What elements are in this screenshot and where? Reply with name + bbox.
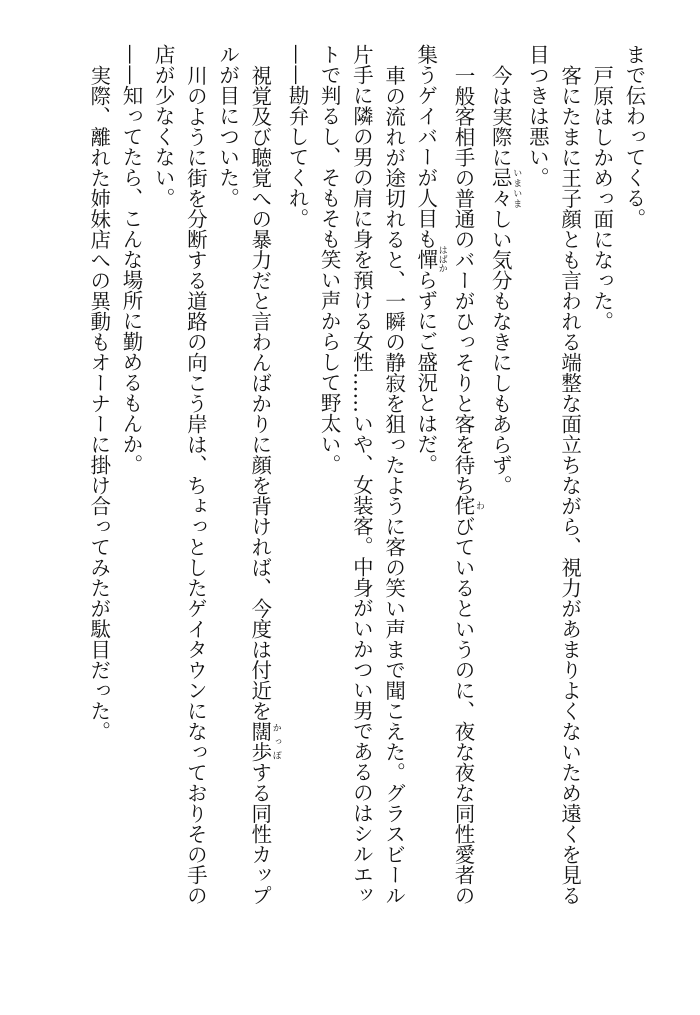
text-line xyxy=(447,44,484,974)
text-line: ルが目についた。 xyxy=(215,44,240,208)
ruby-habaka: 憚 はばか xyxy=(413,245,447,273)
text-fragment: らずにご盛況とはだ。 xyxy=(413,269,438,475)
text-fragment: 集うゲイバーが人目も xyxy=(413,44,438,249)
text-line: 戸原はしかめっ面になった。 xyxy=(589,64,614,331)
text-line: ——勘弁してくれ。 xyxy=(284,44,309,229)
text-line: 店が少なくない。 xyxy=(151,44,176,208)
text-fragment: 一般客相手の普通のバーがひっそりと客を待ち xyxy=(450,64,475,495)
ruby-reading: はばか xyxy=(436,245,447,273)
ruby-wabi: 侘 わ xyxy=(450,495,484,516)
text-fragment: 視覚及び聴覚への暴力だと言わんばかりに顔を背ければ、今度は付近を xyxy=(247,64,272,721)
text-line xyxy=(484,44,521,974)
text-line: 川のように街を分断する道路の向こう岸は、ちょっとしたゲイタウンになっておりその手の xyxy=(183,64,208,905)
text-line: まで伝わってくる。 xyxy=(622,44,646,229)
text-fragment: する同性カップ xyxy=(247,761,272,905)
ruby-reading: かっぽ xyxy=(270,720,281,762)
text-line xyxy=(410,44,447,974)
ruby-kappo: 闊歩 かっぽ xyxy=(247,720,281,762)
vertical-text-body xyxy=(83,44,650,974)
text-line: 車の流れが途切れると、一瞬の静寂を狙ったように客の笑い声まで聞こえた。グラスビール xyxy=(381,64,406,905)
ruby-reading: わ xyxy=(473,495,484,516)
text-fragment: びているというのに、夜な夜な同性愛者の xyxy=(450,515,475,905)
text-line: 片手に隣の男の肩に身を預ける女性……いや、女装客。中身がいかつい男であるのはシルエッ xyxy=(349,44,374,905)
text-line: 目つきは悪い。 xyxy=(525,44,550,188)
text-line: トで判るし、そもそも笑い声からして野太い。 xyxy=(317,44,342,475)
text-fragment: 今は実際に xyxy=(488,64,513,167)
text-line: ——知ってたら、こんな場所に勤めるもんか。 xyxy=(118,44,143,475)
ruby-reading: いまいま xyxy=(511,167,522,208)
text-fragment: しい気分もなきにしもあらず。 xyxy=(488,208,513,495)
text-line xyxy=(244,44,281,974)
text-line: 実際、離れた姉妹店への異動もオーナーに掛け合ってみたが駄目だった。 xyxy=(86,64,111,741)
text-line: 客にたまに王子顔とも言われる端整な面立ちながら、視力があまりよくないため遠くを見る xyxy=(557,64,582,905)
ruby-imaima: 忌々 いまいま xyxy=(488,167,522,208)
